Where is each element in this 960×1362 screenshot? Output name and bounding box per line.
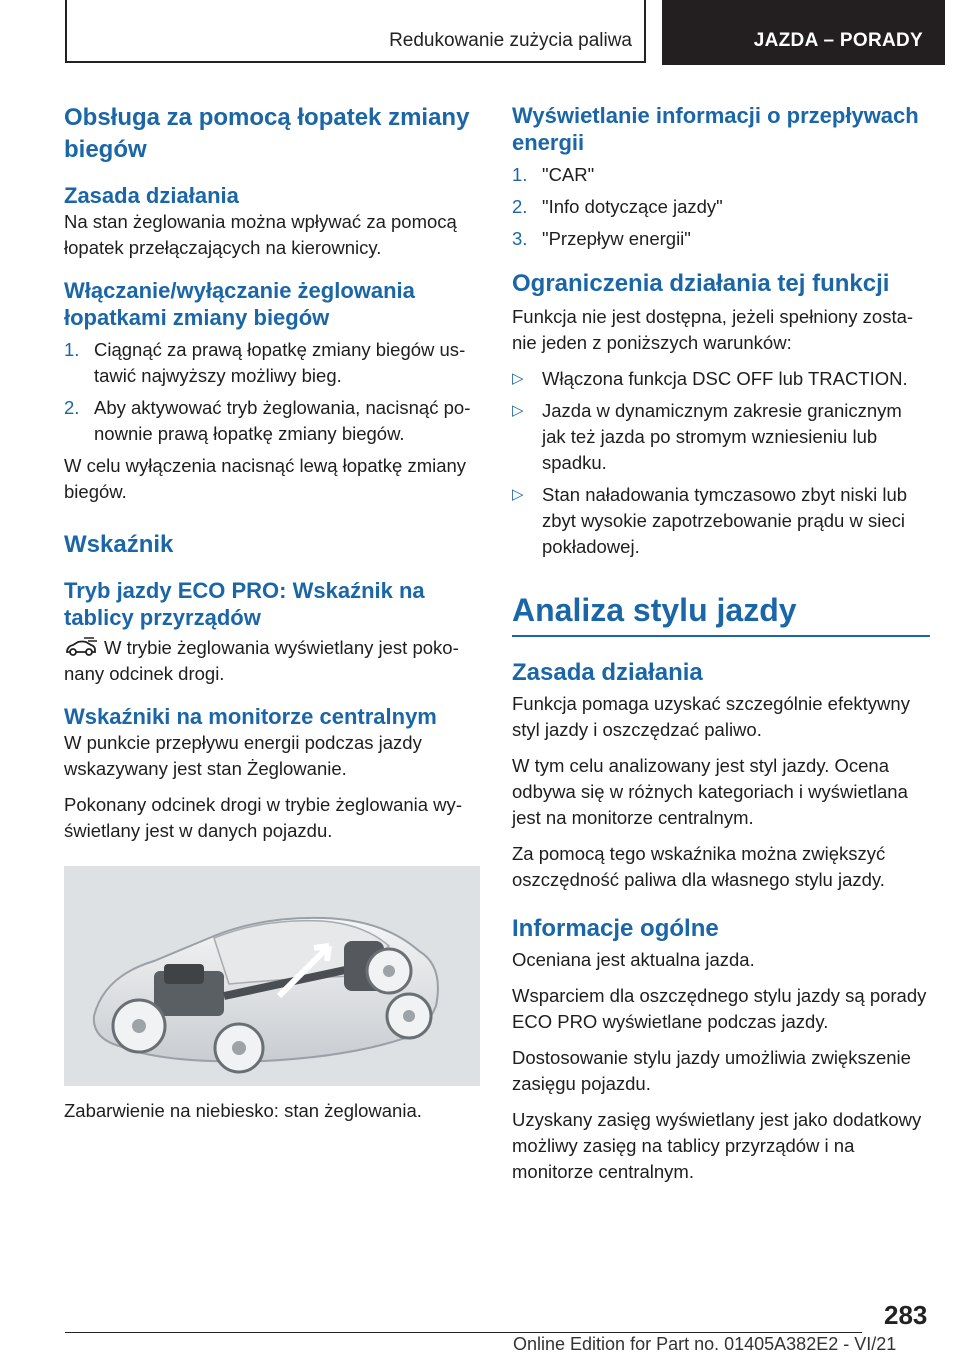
heading-eco-pro: Tryb jazdy ECO PRO: Wskaźnik na tablicy przyrządów [64,578,425,630]
paragraph-disable: W celu wyłączenia nacisnąć lewą łopatkę zmiany biegów. [64,455,467,502]
list-item [512,482,930,560]
paragraph-principle-2: W tym celu analizowany jest styl jazdy. Ocena odbywa się w różnych kategoriach i wyświetlana jest na monitorze centralnym. [512,755,908,828]
footer-edition: Online Edition for Part no. 01405A382E2 - VI/21 [513,1334,897,1354]
list-text: Włączona funkcja DSC OFF lub TRACTION. [542,368,908,389]
car-drivetrain-illustration [64,866,480,1086]
list-item [64,337,480,389]
list-text: Ciągnąć za prawą łopatkę zmiany biegów ustawić najwyższy możliwy bieg. [94,339,466,386]
list-item [64,395,480,447]
paragraph-monitor-2: Pokonany odcinek drogi w trybie żeglowania wyświetlany jest w danych pojazdu. [64,794,462,841]
car-image [64,866,480,1086]
heading-principle: Zasada działania [64,183,239,208]
triangle-right-icon: ▷ [512,370,524,387]
chapter-title: JAZDA – PORADY [753,30,923,51]
heading-limitations: Ograniczenia działania tej funkcji [512,270,890,297]
list-number: 2. [64,397,80,418]
list-item [512,194,930,220]
heading-central-monitor: Wskaźniki na monitorze centralnym [64,704,437,729]
chapter-tab [662,0,945,65]
heading-energy-flow: Wyświetlanie informacji o przepływach energii [512,103,919,155]
triangle-right-icon: ▷ [512,486,524,503]
page-header [65,0,945,65]
paragraph-principle-1: Funkcja pomaga uzyskać szczególnie efektywny styl jazdy i oszczędzać paliwo. [512,693,910,740]
heading-driving-style-analysis: Analiza stylu jazdy [512,592,797,628]
section-rule [512,590,930,637]
list-text: "Info dotyczące jazdy" [542,196,723,217]
section-title: Redukowanie zużycia paliwa [389,30,632,51]
car-coasting-icon [64,636,98,658]
list-text: "CAR" [542,164,595,185]
list-item [512,226,930,252]
paragraph-info-1: Oceniana jest aktualna jazda. [512,949,755,970]
heading-paddle-operation: Obsługa za pomocą łopatek zmiany biegów [64,104,470,163]
figure-caption: Zabarwienie na niebiesko: stan żeglowania. [64,1100,422,1121]
paragraph-info-3: Dostosowanie stylu jazdy umożliwia zwiększenie zasięgu pojazdu. [512,1047,911,1094]
list-text: Jazda w dynamicznym zakresie granicznym jak też jazda po stromym wzniesieniu lub spadku. [542,400,902,473]
list-item [512,398,930,476]
list-number: 1. [512,164,528,185]
list-text: Aby aktywować tryb żeglowania, nacisnąć ponownie prawą łopatkę zmiany biegów. [94,397,471,444]
list-item [512,162,930,188]
page-number: 283 [884,1300,928,1330]
list-item [512,366,930,392]
paragraph-monitor-1: W punkcie przepływu energii podczas jazdy wskazywany jest stan Żeglowanie. [64,732,422,779]
paragraph-limitations: Funkcja nie jest dostępna, jeżeli spełniony zostanie jeden z poniższych warunków: [512,306,914,353]
list-number: 3. [512,228,528,249]
footer-rule [65,1332,862,1333]
eco-pro-text: W trybie żeglowania wyświetlany jest pokonany odcinek drogi. [64,637,459,684]
triangle-right-icon: ▷ [512,402,524,419]
left-column [64,102,480,1124]
heading-enable-disable: Włączanie/wyłączanie żeglowania łopatkami zmiany biegów [64,278,415,330]
heading-general-info: Informacje ogólne [512,915,719,942]
paragraph-principle-3: Za pomocą tego wskaźnika można zwiększyć oszczędność paliwa dla własnego stylu jazdy. [512,843,886,890]
paragraph-info-2: Wsparciem dla oszczędnego stylu jazdy są porady ECO PRO wyświetlane podczas jazdy. [512,985,927,1032]
paragraph-info-4: Uzyskany zasięg wyświetlany jest jako dodatkowy możliwy zasięg na tablicy przyrządów i na monitorze centralnym. [512,1109,922,1182]
paragraph-eco-pro [64,635,480,687]
paragraph-principle: Na stan żeglowania można wpływać za pomocą łopatek przełączających na kierownicy. [64,211,457,258]
section-tab [65,0,646,63]
list-number: 2. [512,196,528,217]
right-column [512,102,930,1185]
heading-indicator: Wskaźnik [64,531,174,558]
list-number: 1. [64,339,80,360]
heading-principle: Zasada działania [512,659,703,686]
list-text: Stan naładowania tymczasowo zbyt niski lub zbyt wysokie zapotrzebowanie prądu w sieci pokładowej. [542,484,908,557]
list-text: "Przepływ energii" [542,228,691,249]
